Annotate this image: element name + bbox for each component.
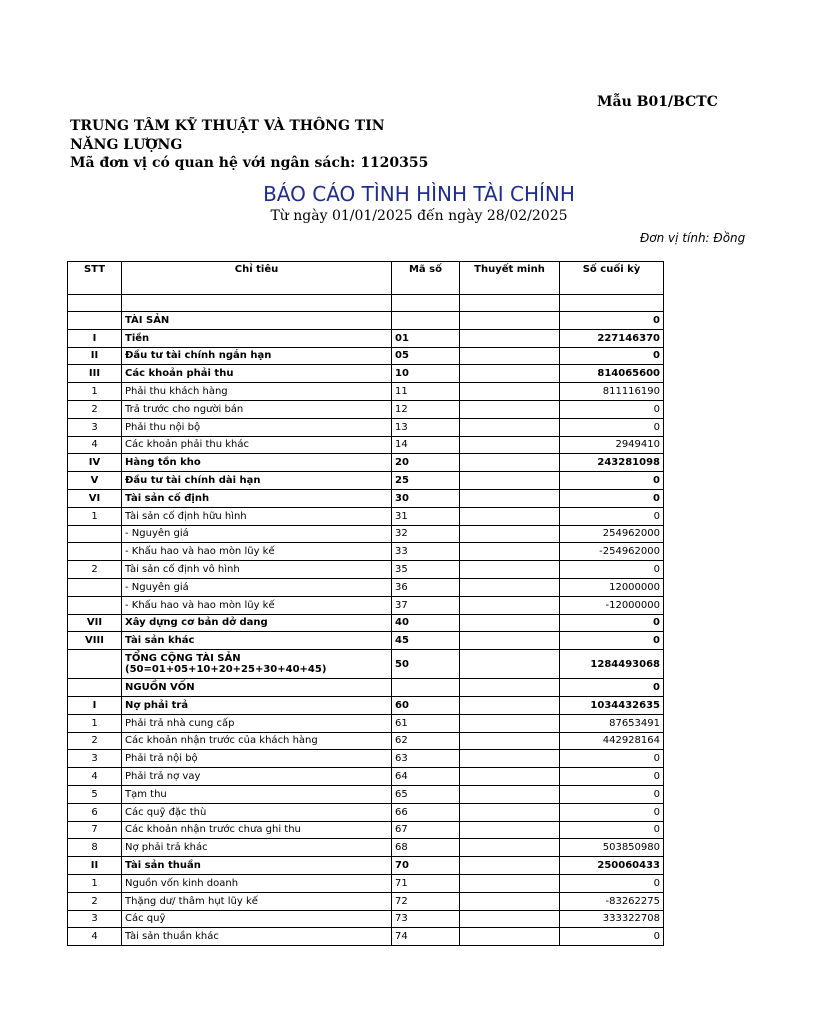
row-note: [460, 543, 560, 561]
row-closing-balance: 87653491: [560, 714, 664, 732]
row-code: 66: [392, 803, 460, 821]
row-stt: [68, 578, 122, 596]
row-closing-balance: 0: [560, 768, 664, 786]
table-row: [68, 472, 664, 490]
row-closing-balance: 1034432635: [560, 696, 664, 714]
row-closing-balance: 811116190: [560, 383, 664, 401]
row-stt: III: [68, 365, 122, 383]
row-closing-balance: 0: [560, 418, 664, 436]
table-row: [68, 768, 664, 786]
row-closing-balance: 0: [560, 750, 664, 768]
row-indicator: Nguồn vốn kinh doanh: [122, 874, 392, 892]
row-indicator: Tài sản thuần khác: [122, 928, 392, 946]
spacer-cell: [560, 295, 664, 312]
row-note: [460, 650, 560, 679]
row-stt: II: [68, 857, 122, 875]
row-indicator: Tài sản thuần: [122, 857, 392, 875]
row-indicator: TÀI SẢN: [122, 312, 392, 330]
report-title: BÁO CÁO TÌNH HÌNH TÀI CHÍNH: [263, 182, 575, 206]
column-header-indicator: Chỉ tiêu: [122, 262, 392, 295]
row-closing-balance: 0: [560, 489, 664, 507]
row-stt: [68, 679, 122, 697]
table-row: [68, 839, 664, 857]
row-stt: IV: [68, 454, 122, 472]
table-row: [68, 785, 664, 803]
row-closing-balance: 0: [560, 803, 664, 821]
row-closing-balance: 0: [560, 561, 664, 579]
row-code: 72: [392, 892, 460, 910]
row-stt: [68, 543, 122, 561]
table-row: [68, 614, 664, 632]
row-note: [460, 785, 560, 803]
row-closing-balance: 254962000: [560, 525, 664, 543]
row-closing-balance: 0: [560, 679, 664, 697]
row-stt: 6: [68, 803, 122, 821]
row-note: [460, 454, 560, 472]
row-indicator: TỔNG CỘNG TÀI SẢN (50=01+05+10+20+25+30+40+45): [122, 650, 392, 679]
row-code: 01: [392, 329, 460, 347]
table-row: [68, 489, 664, 507]
row-closing-balance: 442928164: [560, 732, 664, 750]
row-code: 60: [392, 696, 460, 714]
row-closing-balance: -83262275: [560, 892, 664, 910]
row-code: 14: [392, 436, 460, 454]
row-stt: [68, 525, 122, 543]
row-stt: [68, 596, 122, 614]
table-row: [68, 750, 664, 768]
row-indicator: Xây dựng cơ bản dở dang: [122, 614, 392, 632]
row-code: 05: [392, 347, 460, 365]
budget-unit-code: Mã đơn vị có quan hệ với ngân sách: 1120355: [70, 155, 429, 171]
row-indicator: Các quỹ đặc thù: [122, 803, 392, 821]
row-code: 13: [392, 418, 460, 436]
row-indicator: Tài sản cố định hữu hình: [122, 507, 392, 525]
row-closing-balance: -254962000: [560, 543, 664, 561]
row-code: 20: [392, 454, 460, 472]
table-row: [68, 650, 664, 679]
row-indicator: - Nguyên giá: [122, 578, 392, 596]
row-note: [460, 525, 560, 543]
row-stt: 2: [68, 732, 122, 750]
spacer-cell: [392, 295, 460, 312]
row-stt: V: [68, 472, 122, 490]
row-stt: I: [68, 696, 122, 714]
row-note: [460, 383, 560, 401]
row-stt: 8: [68, 839, 122, 857]
row-indicator: Đầu tư tài chính ngắn hạn: [122, 347, 392, 365]
row-stt: 1: [68, 714, 122, 732]
row-code: [392, 679, 460, 697]
row-indicator: Đầu tư tài chính dài hạn: [122, 472, 392, 490]
table-row: [68, 803, 664, 821]
row-stt: [68, 312, 122, 330]
row-code: 11: [392, 383, 460, 401]
row-code: 71: [392, 874, 460, 892]
row-indicator: Phải trả nhà cung cấp: [122, 714, 392, 732]
row-code: 65: [392, 785, 460, 803]
row-stt: [68, 650, 122, 679]
table-row: [68, 732, 664, 750]
table-row: [68, 383, 664, 401]
row-indicator: NGUỒN VỐN: [122, 679, 392, 697]
table-row: [68, 347, 664, 365]
row-code: 64: [392, 768, 460, 786]
row-indicator: Tài sản cố định: [122, 489, 392, 507]
row-code: 10: [392, 365, 460, 383]
row-stt: II: [68, 347, 122, 365]
row-stt: VI: [68, 489, 122, 507]
row-note: [460, 596, 560, 614]
row-note: [460, 561, 560, 579]
table-row: [68, 821, 664, 839]
table-row: [68, 857, 664, 875]
row-code: 67: [392, 821, 460, 839]
row-indicator: Các quỹ: [122, 910, 392, 928]
row-code: [392, 312, 460, 330]
row-stt: 3: [68, 750, 122, 768]
row-stt: 1: [68, 383, 122, 401]
table-row: [68, 596, 664, 614]
table-row: [68, 400, 664, 418]
row-indicator: Các khoản phải thu khác: [122, 436, 392, 454]
row-note: [460, 418, 560, 436]
table-row: [68, 365, 664, 383]
row-indicator: Tài sản cố định vô hình: [122, 561, 392, 579]
table-row: [68, 312, 664, 330]
row-indicator: - Khấu hao và hao mòn lũy kế: [122, 596, 392, 614]
table-row: [68, 892, 664, 910]
row-code: 35: [392, 561, 460, 579]
row-stt: VII: [68, 614, 122, 632]
row-stt: 2: [68, 561, 122, 579]
row-note: [460, 365, 560, 383]
row-note: [460, 732, 560, 750]
row-indicator: Phải thu khách hàng: [122, 383, 392, 401]
row-closing-balance: 0: [560, 874, 664, 892]
table-row: [68, 543, 664, 561]
row-stt: 2: [68, 400, 122, 418]
row-note: [460, 874, 560, 892]
table-row: [68, 525, 664, 543]
row-note: [460, 489, 560, 507]
row-note: [460, 696, 560, 714]
row-code: 74: [392, 928, 460, 946]
row-indicator: Phải trả nội bộ: [122, 750, 392, 768]
table-header-row: [68, 262, 664, 295]
column-header-note: Thuyết minh: [460, 262, 560, 295]
row-indicator: Thặng dư/ thâm hụt lũy kế: [122, 892, 392, 910]
row-stt: 5: [68, 785, 122, 803]
row-indicator: Phải thu nội bộ: [122, 418, 392, 436]
table-row: [68, 578, 664, 596]
row-code: 40: [392, 614, 460, 632]
row-closing-balance: 0: [560, 821, 664, 839]
table-row: [68, 632, 664, 650]
spacer-cell: [122, 295, 392, 312]
table-row: [68, 454, 664, 472]
row-closing-balance: 333322708: [560, 910, 664, 928]
row-closing-balance: 0: [560, 472, 664, 490]
row-closing-balance: 0: [560, 507, 664, 525]
table-row: [68, 928, 664, 946]
table-row: [68, 696, 664, 714]
row-code: 45: [392, 632, 460, 650]
form-code: Mẫu B01/BCTC: [597, 94, 718, 110]
row-code: 37: [392, 596, 460, 614]
row-note: [460, 679, 560, 697]
row-note: [460, 578, 560, 596]
table-row: [68, 679, 664, 697]
row-closing-balance: 2949410: [560, 436, 664, 454]
row-indicator: Các khoản nhận trước chưa ghi thu: [122, 821, 392, 839]
row-closing-balance: 0: [560, 312, 664, 330]
row-closing-balance: 503850980: [560, 839, 664, 857]
row-note: [460, 803, 560, 821]
table-row: [68, 874, 664, 892]
row-closing-balance: 12000000: [560, 578, 664, 596]
row-note: [460, 472, 560, 490]
row-closing-balance: 0: [560, 785, 664, 803]
row-note: [460, 839, 560, 857]
row-stt: 2: [68, 892, 122, 910]
report-period: Từ ngày 01/01/2025 đến ngày 28/02/2025: [270, 208, 568, 224]
table-body: [68, 295, 664, 946]
row-stt: 1: [68, 507, 122, 525]
row-note: [460, 436, 560, 454]
row-stt: VIII: [68, 632, 122, 650]
row-code: 31: [392, 507, 460, 525]
row-code: 68: [392, 839, 460, 857]
row-note: [460, 347, 560, 365]
row-indicator: Nợ phải trả khác: [122, 839, 392, 857]
row-code: 33: [392, 543, 460, 561]
row-indicator: Các khoản nhận trước của khách hàng: [122, 732, 392, 750]
row-indicator: Tạm thu: [122, 785, 392, 803]
row-stt: I: [68, 329, 122, 347]
row-closing-balance: 0: [560, 347, 664, 365]
row-code: 62: [392, 732, 460, 750]
row-indicator: Tiền: [122, 329, 392, 347]
row-closing-balance: 814065600: [560, 365, 664, 383]
row-code: 36: [392, 578, 460, 596]
row-indicator: Trả trước cho người bán: [122, 400, 392, 418]
row-closing-balance: 0: [560, 928, 664, 946]
row-closing-balance: 1284493068: [560, 650, 664, 679]
row-note: [460, 910, 560, 928]
row-indicator: Nợ phải trả: [122, 696, 392, 714]
column-header-stt: STT: [68, 262, 122, 295]
row-closing-balance: 0: [560, 614, 664, 632]
spacer-cell: [460, 295, 560, 312]
row-code: 70: [392, 857, 460, 875]
row-note: [460, 632, 560, 650]
currency-unit: Đơn vị tính: Đồng: [640, 231, 746, 245]
column-header-closing-balance: Số cuối kỳ: [560, 262, 664, 295]
row-note: [460, 614, 560, 632]
row-closing-balance: 250060433: [560, 857, 664, 875]
row-indicator: Phải trả nợ vay: [122, 768, 392, 786]
row-stt: 4: [68, 768, 122, 786]
table-row: [68, 910, 664, 928]
row-indicator: Các khoản phải thu: [122, 365, 392, 383]
row-indicator: Hàng tồn kho: [122, 454, 392, 472]
row-stt: 4: [68, 928, 122, 946]
row-closing-balance: 0: [560, 400, 664, 418]
row-stt: 4: [68, 436, 122, 454]
table-row: [68, 714, 664, 732]
row-stt: 7: [68, 821, 122, 839]
row-note: [460, 312, 560, 330]
row-closing-balance: 0: [560, 632, 664, 650]
row-closing-balance: 243281098: [560, 454, 664, 472]
row-closing-balance: 227146370: [560, 329, 664, 347]
row-closing-balance: -12000000: [560, 596, 664, 614]
spacer-row: [68, 295, 664, 312]
table-row: [68, 436, 664, 454]
row-code: 61: [392, 714, 460, 732]
row-indicator: - Khấu hao và hao mòn lũy kế: [122, 543, 392, 561]
table-row: [68, 507, 664, 525]
row-stt: 3: [68, 418, 122, 436]
row-indicator: Tài sản khác: [122, 632, 392, 650]
organization-name: TRUNG TÂM KỸ THUẬT VÀ THÔNG TIN NĂNG LƯỢNG: [70, 118, 385, 153]
row-note: [460, 329, 560, 347]
row-code: 30: [392, 489, 460, 507]
row-note: [460, 750, 560, 768]
row-code: 32: [392, 525, 460, 543]
row-code: 25: [392, 472, 460, 490]
row-code: 73: [392, 910, 460, 928]
row-note: [460, 768, 560, 786]
row-note: [460, 400, 560, 418]
table-row: [68, 561, 664, 579]
column-header-code: Mã số: [392, 262, 460, 295]
row-code: 50: [392, 650, 460, 679]
row-code: 63: [392, 750, 460, 768]
spacer-cell: [68, 295, 122, 312]
row-code: 12: [392, 400, 460, 418]
row-note: [460, 928, 560, 946]
row-note: [460, 714, 560, 732]
table-row: [68, 329, 664, 347]
table-row: [68, 418, 664, 436]
row-stt: 1: [68, 874, 122, 892]
row-note: [460, 507, 560, 525]
row-note: [460, 892, 560, 910]
row-note: [460, 821, 560, 839]
row-stt: 3: [68, 910, 122, 928]
row-note: [460, 857, 560, 875]
row-indicator: - Nguyên giá: [122, 525, 392, 543]
financial-report-table: [67, 261, 664, 946]
